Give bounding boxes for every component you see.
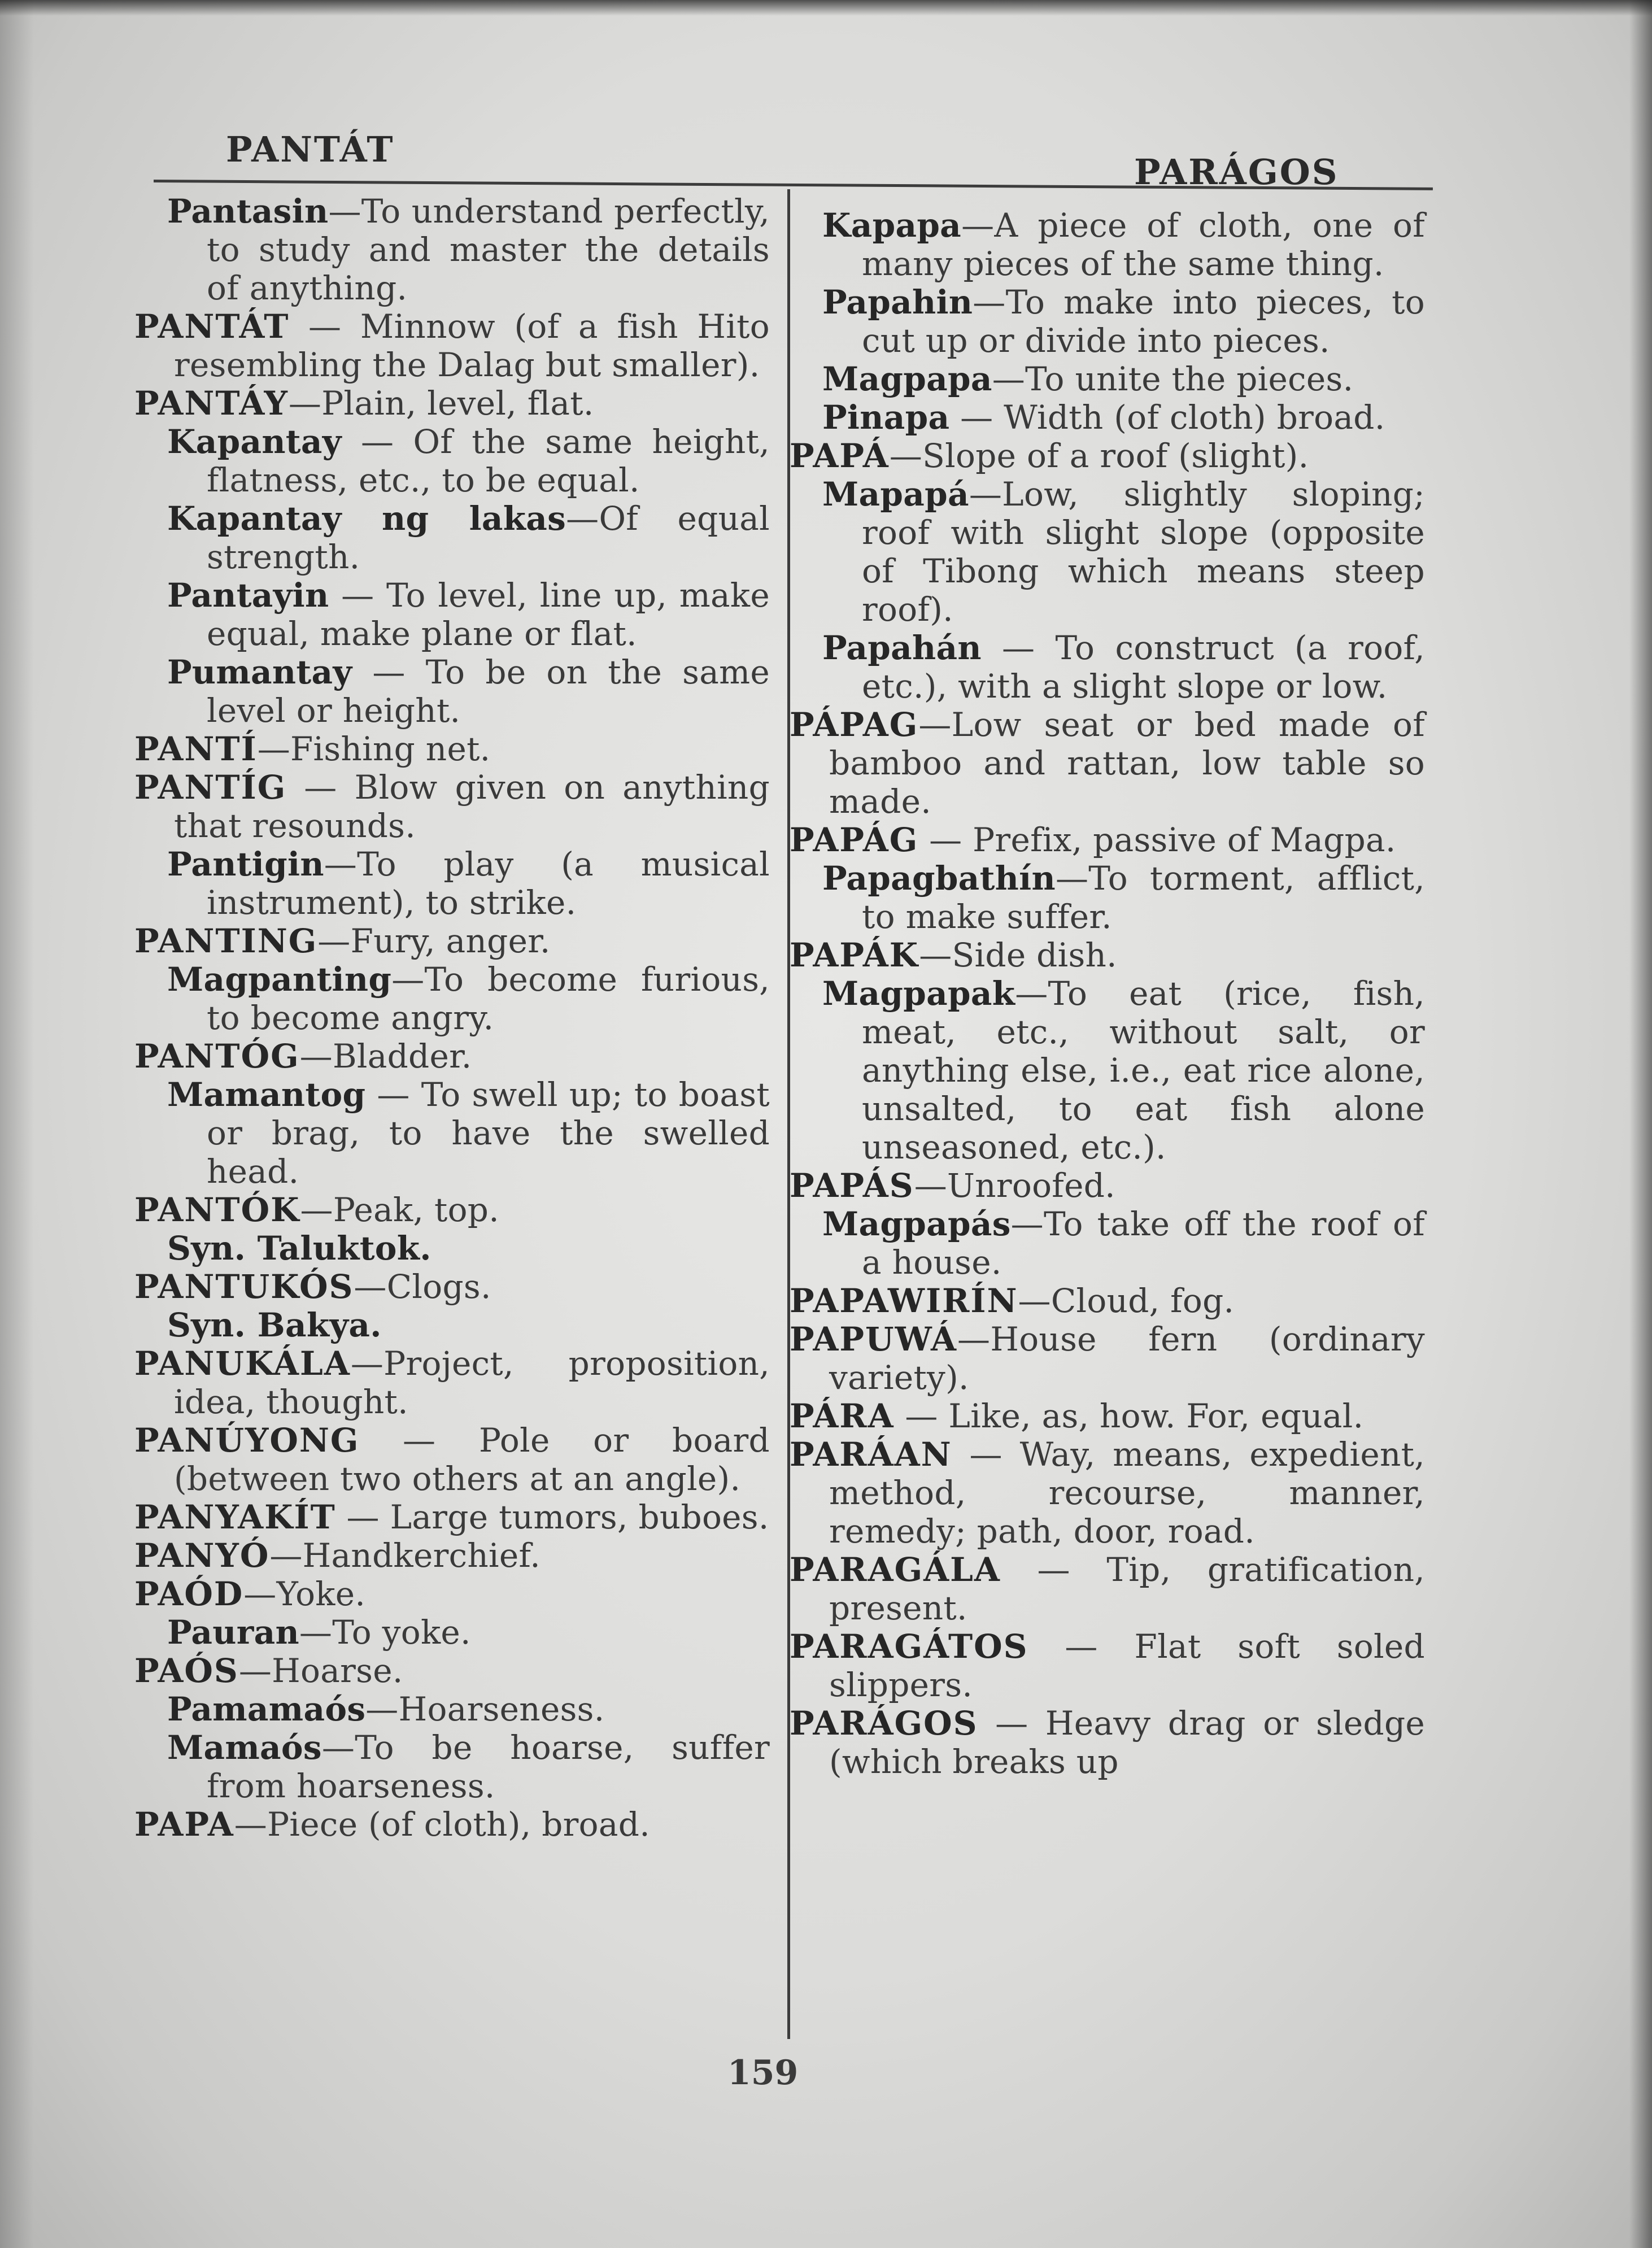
sub-entry — [822, 974, 1425, 1166]
entry-separator: — — [317, 922, 351, 960]
entry-separator: — — [1000, 1550, 1107, 1589]
entry-separator: — — [350, 1344, 384, 1383]
entry-definition: Slope of a roof (slight). — [922, 437, 1309, 475]
entry-term: Pantayin — [167, 576, 329, 615]
entry-separator: — — [365, 1690, 399, 1728]
entry-term: Kapapa — [822, 206, 962, 245]
entry-separator: — — [257, 730, 291, 768]
left-column — [134, 192, 770, 1844]
entry-definition: To be on the same level or height. — [207, 653, 770, 730]
headword-entry — [134, 922, 770, 960]
entry-term: PAPUWÁ — [790, 1320, 958, 1358]
headword-entry — [134, 768, 770, 845]
entry-definition: Project, proposition, idea, thought. — [174, 1344, 770, 1421]
sub-entry — [167, 1075, 770, 1191]
entry-separator: — — [961, 206, 995, 245]
page-shadow-top — [0, 0, 1652, 16]
headword-entry — [790, 1397, 1425, 1435]
entry-definition: To take off the roof of a house. — [862, 1205, 1425, 1282]
entry-term: PAPA — [134, 1805, 234, 1844]
page-shadow-left — [0, 0, 34, 2248]
entry-term: PANTÁY — [134, 384, 289, 422]
entry-term: Mapapá — [822, 475, 969, 513]
entry-term: PAPÁ — [790, 437, 890, 475]
entry-definition: To yoke. — [332, 1613, 471, 1652]
entry-separator: — — [300, 1191, 333, 1229]
entry-term: PANTÁT — [134, 307, 290, 346]
entry-separator: — — [1015, 974, 1048, 1013]
entry-definition: Peak, top. — [333, 1191, 499, 1229]
entry-term: PARAGÁTOS — [790, 1627, 1028, 1666]
entry-definition: A piece of cloth, one of many pieces of the same thing. — [862, 206, 1425, 283]
entry-term: Pauran — [167, 1613, 299, 1652]
entry-definition: Handkerchief. — [302, 1536, 541, 1575]
entry-term: Pamamaós — [167, 1690, 366, 1728]
entry-separator: — — [918, 821, 973, 859]
entry-term: Syn. Bakya. — [167, 1306, 382, 1344]
entry-separator: — — [992, 360, 1026, 398]
sub-entry — [822, 398, 1425, 437]
headword-entry — [134, 1575, 770, 1613]
running-head-left: PANTÁT — [226, 129, 395, 170]
entry-term: PÁPAG — [790, 705, 919, 744]
entry-definition: Unroofed. — [947, 1166, 1115, 1205]
sub-entry — [822, 475, 1425, 629]
entry-term: PAPAWIRÍN — [790, 1282, 1018, 1320]
entry-definition: To play (a musical instrument), to strike. — [207, 845, 770, 922]
entry-term: PANTÍ — [134, 730, 258, 768]
entry-separator: — — [269, 1536, 303, 1575]
entry-definition: Of the same height, flatness, etc., to be equal. — [207, 422, 770, 499]
entry-term: PAPÁG — [790, 821, 919, 859]
page-shadow-right — [1629, 0, 1652, 2248]
entry-separator: — — [981, 629, 1056, 667]
headword-entry — [134, 1267, 770, 1306]
entry-term: PAÓS — [134, 1652, 239, 1690]
entry-definition: Like, as, how. For, equal. — [948, 1397, 1364, 1435]
headword-entry — [790, 1627, 1425, 1704]
entry-definition: Width (of cloth) broad. — [1004, 398, 1385, 437]
entry-term: Mamantog — [167, 1075, 366, 1114]
entry-term: PARAGÁLA — [790, 1550, 1001, 1589]
headword-entry — [134, 1421, 770, 1498]
headword-entry — [134, 1805, 770, 1844]
entry-separator: — — [321, 1728, 355, 1767]
headword-entry — [134, 1344, 770, 1421]
entry-separator: — — [234, 1805, 268, 1844]
entry-term: PARÁGOS — [790, 1704, 978, 1742]
headword-entry — [790, 1320, 1425, 1397]
entry-separator: — — [1018, 1282, 1051, 1320]
right-column — [790, 206, 1425, 1781]
entry-term: PAPÁS — [790, 1166, 914, 1205]
headword-entry — [134, 1652, 770, 1690]
entry-term: Mamaós — [167, 1728, 322, 1767]
sub-entry — [167, 576, 770, 653]
entry-separator: — — [969, 475, 1002, 513]
entry-definition: Prefix, passive of Magpa. — [973, 821, 1396, 859]
entry-definition: To construct (a roof, etc.), with a slight slope or low. — [862, 629, 1425, 705]
headword-entry — [790, 1435, 1425, 1550]
entry-definition: To unite the pieces. — [1025, 360, 1354, 398]
entry-definition: Side dish. — [952, 936, 1117, 974]
running-head-right: PARÁGOS — [1134, 151, 1339, 193]
entry-separator: — — [299, 1037, 333, 1075]
entry-definition: Bladder. — [332, 1037, 472, 1075]
entry-definition: Low seat or bed made of bamboo and rattan, low table so made. — [829, 705, 1425, 821]
entry-separator: — — [391, 960, 425, 999]
sub-entry — [822, 206, 1425, 283]
entry-separator: — — [299, 1613, 333, 1652]
entry-definition: To eat (rice, fish, meat, etc., without salt, or anything else, i.e., eat rice alone, unsalted, to eat fish alone unseasoned, etc.). — [862, 974, 1425, 1166]
entry-term: PANTÓG — [134, 1037, 300, 1075]
entry-definition: Fishing net. — [290, 730, 491, 768]
entry-term: Magpapak — [822, 974, 1015, 1013]
entry-definition: House fern (ordinary variety). — [829, 1320, 1425, 1397]
sub-entry — [167, 960, 770, 1037]
headword-entry — [790, 936, 1425, 974]
entry-term: PARÁAN — [790, 1435, 952, 1474]
entry-separator: — — [335, 1498, 390, 1536]
headword-entry — [134, 1498, 770, 1536]
entry-separator: — — [914, 1166, 947, 1205]
sub-entry — [822, 283, 1425, 360]
entry-term: PANTING — [134, 922, 318, 960]
entry-definition: Fury, anger. — [350, 922, 551, 960]
entry-separator: — — [354, 1267, 387, 1306]
entry-separator: — — [329, 576, 387, 615]
sub-entry — [822, 629, 1425, 705]
sub-entry — [822, 859, 1425, 936]
sub-entry — [167, 422, 770, 499]
entry-term: Pinapa — [822, 398, 950, 437]
entry-term: Papahán — [822, 629, 982, 667]
entry-separator: — — [952, 1435, 1020, 1474]
entry-separator: — — [973, 283, 1006, 321]
entry-separator: — — [1028, 1627, 1135, 1666]
entry-definition: Hoarseness. — [398, 1690, 605, 1728]
entry-separator: — — [238, 1652, 272, 1690]
entry-separator: — — [889, 437, 923, 475]
entry-definition: To torment, afflict, to make suffer. — [862, 859, 1425, 936]
sub-entry — [167, 1306, 770, 1344]
sub-entry — [167, 1613, 770, 1652]
entry-definition: To make into pieces, to cut up or divide into pieces. — [862, 283, 1425, 360]
entry-separator: — — [328, 192, 361, 230]
sub-entry — [167, 845, 770, 922]
entry-term: PANTUKÓS — [134, 1267, 354, 1306]
headword-entry — [134, 1536, 770, 1575]
sub-entry — [822, 360, 1425, 398]
entry-definition: Cloud, fog. — [1051, 1282, 1235, 1320]
entry-definition: Piece (of cloth), broad. — [267, 1805, 650, 1844]
entry-term: Magpapa — [822, 360, 992, 398]
entry-term: PANYAKÍT — [134, 1498, 336, 1536]
entry-separator: — — [352, 653, 426, 691]
entry-definition: Tip, gratification, present. — [829, 1550, 1425, 1627]
entry-definition: Hoarse. — [272, 1652, 403, 1690]
entry-separator: — — [957, 1320, 991, 1358]
sub-entry — [167, 499, 770, 576]
entry-separator: — — [365, 1075, 421, 1114]
page-number: 159 — [727, 2053, 799, 2093]
sub-entry — [822, 1205, 1425, 1282]
entry-definition: To swell up; to boast or brag, to have the swelled head. — [207, 1075, 770, 1191]
entry-definition: To be hoarse, suffer from hoarseness. — [207, 1728, 770, 1805]
headword-entry — [790, 705, 1425, 821]
entry-separator: — — [288, 384, 322, 422]
headword-entry — [134, 1037, 770, 1075]
entry-definition: Of equal strength. — [207, 499, 770, 576]
headword-entry — [134, 1191, 770, 1229]
headword-entry — [790, 821, 1425, 859]
entry-term: PAÓD — [134, 1575, 244, 1613]
entry-term: Pumantay — [167, 653, 352, 691]
entry-term: Pantigin — [167, 845, 324, 883]
sub-entry — [167, 1229, 770, 1267]
entry-separator: — — [949, 398, 1004, 437]
entry-term: PANÚYONG — [134, 1421, 360, 1460]
entry-term: PANUKÁLA — [134, 1344, 351, 1383]
headword-entry — [790, 1704, 1425, 1781]
entry-term: Magpanting — [167, 960, 392, 999]
entry-separator: — — [566, 499, 599, 538]
entry-term: PÁRA — [790, 1397, 895, 1435]
sub-entry — [167, 1728, 770, 1805]
entry-separator: — — [243, 1575, 277, 1613]
entry-definition: Plain, level, flat. — [321, 384, 594, 422]
entry-term: Magpapás — [822, 1205, 1011, 1243]
entry-definition: To level, line up, make equal, make plane or flat. — [207, 576, 770, 653]
entry-term: Pantasin — [167, 192, 329, 230]
entry-separator: — — [1055, 859, 1089, 898]
entry-term: PANTÍG — [134, 768, 287, 807]
headword-entry — [790, 437, 1425, 475]
entry-definition: To understand perfectly, to study and master the details of anything. — [207, 192, 770, 307]
sub-entry — [167, 653, 770, 730]
entry-separator: — — [359, 1421, 479, 1460]
entry-definition: Heavy drag or sledge (which breaks up — [829, 1704, 1425, 1781]
entry-definition: Flat soft soled slippers. — [829, 1627, 1425, 1704]
entry-separator: — — [286, 768, 355, 807]
entry-definition: Clogs. — [386, 1267, 491, 1306]
entry-definition: To become furious, to become angry. — [207, 960, 770, 1037]
entry-term: PANYÓ — [134, 1536, 270, 1575]
entry-term: Papagbathín — [822, 859, 1056, 898]
headword-entry — [134, 307, 770, 384]
entry-separator: — — [341, 422, 413, 461]
entry-separator: — — [919, 936, 952, 974]
entry-separator: — — [894, 1397, 949, 1435]
headword-entry — [790, 1282, 1425, 1320]
entry-definition: Way, means, expedient, method, recourse, manner, remedy; path, door, road. — [829, 1435, 1425, 1550]
entry-term: Papahin — [822, 283, 973, 321]
headword-entry — [134, 384, 770, 422]
entry-definition: Yoke. — [276, 1575, 366, 1613]
entry-term: Kapantay — [167, 422, 342, 461]
sub-entry — [167, 1690, 770, 1728]
entry-separator: — — [289, 307, 360, 346]
entry-separator: — — [978, 1704, 1045, 1742]
entry-term: PANTÓK — [134, 1191, 300, 1229]
entry-definition: Pole or board (between two others at an angle). — [174, 1421, 770, 1498]
entry-definition: Blow given on anything that resounds. — [174, 768, 770, 845]
entry-term: Kapantay ng lakas — [167, 499, 566, 538]
entry-definition: Large tumors, buboes. — [390, 1498, 769, 1536]
headword-entry — [790, 1166, 1425, 1205]
entry-separator: — — [1010, 1205, 1044, 1243]
sub-entry — [167, 192, 770, 307]
entry-definition: Minnow (of a fish Hito resembling the Dalag but smaller). — [174, 307, 770, 384]
entry-term: PAPÁK — [790, 936, 919, 974]
headword-entry — [790, 1550, 1425, 1627]
entry-separator: — — [918, 705, 952, 744]
entry-term: Syn. Taluktok. — [167, 1229, 431, 1267]
headword-entry — [134, 730, 770, 768]
entry-definition: Low, slightly sloping; roof with slight slope (opposite of Tibong which means steep roof). — [862, 475, 1425, 629]
entry-separator: — — [324, 845, 358, 883]
